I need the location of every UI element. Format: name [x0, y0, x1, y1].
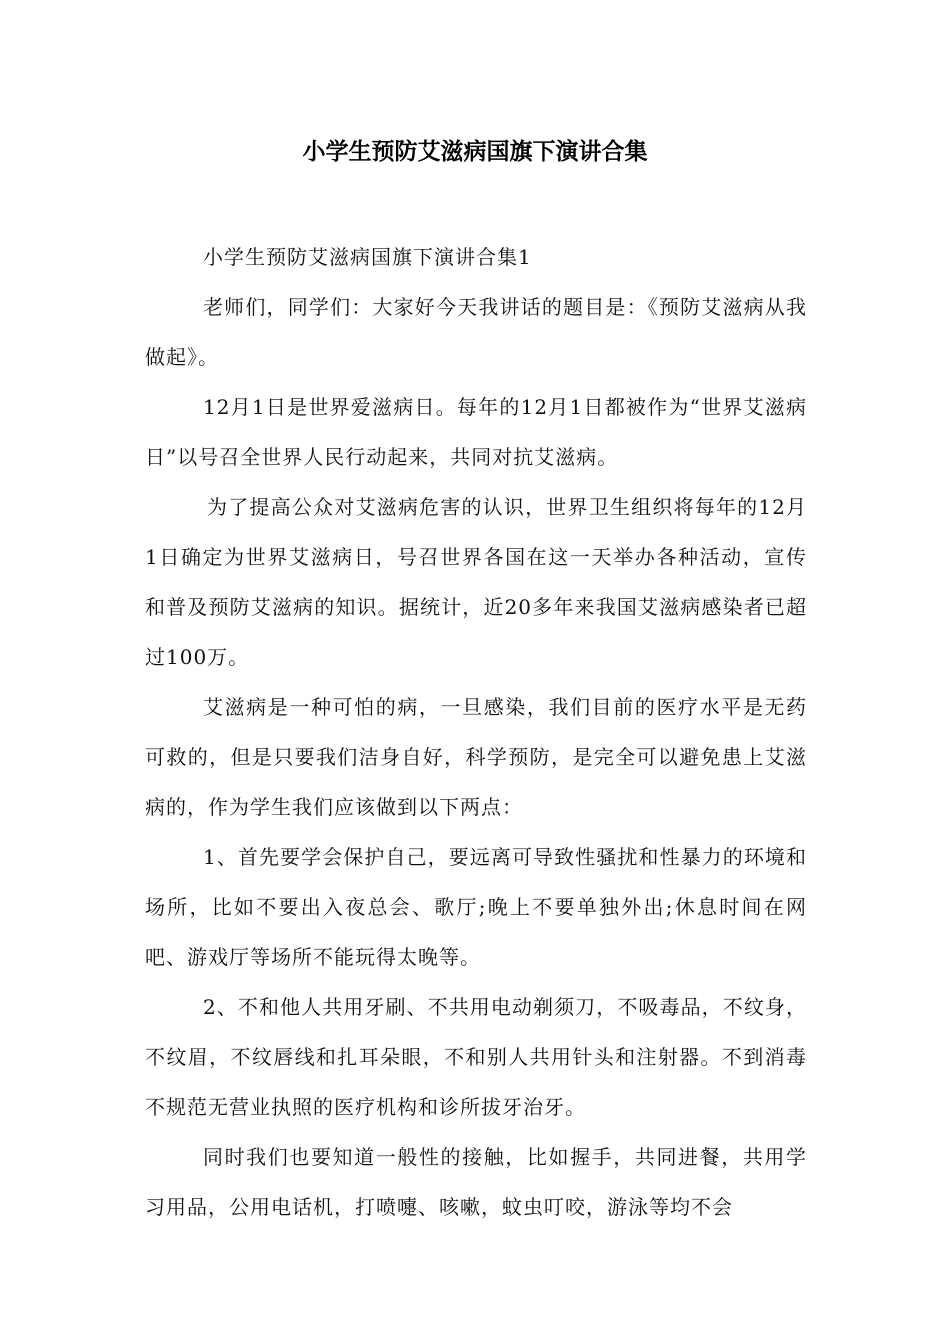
paragraph-contact: 同时我们也要知道一般性的接触，比如握手，共同进餐，共用学习用品，公用电话机，打喷嚏、咳嗽，蚊虫叮咬，游泳等均不会 — [145, 1145, 807, 1219]
paragraph-aids-day: 12月1日是世界爱滋病日。每年的12月1日都被作为“世界艾滋病日”以号召全世界人民行动起来，共同对抗艾滋病。 — [145, 395, 807, 469]
document-title: 小学生预防艾滋病国旗下演讲合集 — [302, 139, 648, 165]
paragraph-point-2: 2、不和他人共用牙刷、不共用电动剃须刀，不吸毒品，不纹身，不纹眉，不纹唇线和扎耳朵眼，不和别人共用针头和注射器。不到消毒不规范无营业执照的医疗机构和诊所拔牙治牙。 — [145, 995, 807, 1119]
paragraph-point-1: 1、首先要学会保护自己，要远离可导致性骚扰和性暴力的环境和场所，比如不要出入夜总会、歌厅;晚上不要单独外出;休息时间在网吧、游戏厅等场所不能玩得太晚等。 — [145, 845, 807, 969]
paragraph-heading: 小学生预防艾滋病国旗下演讲合集1 — [203, 245, 532, 269]
paragraph-who: 为了提高公众对艾滋病危害的认识，世界卫生组织将每年的12月1日确定为世界艾滋病日，号召世界各国在这一天举办各种活动，宣传和普及预防艾滋病的知识。据统计，近20多年来我国艾滋病感染者已超过100万。 — [145, 495, 807, 669]
paragraph-greeting: 老师们，同学们：大家好今天我讲话的题目是：《预防艾滋病从我做起》。 — [145, 295, 807, 369]
paragraph-prevention: 艾滋病是一种可怕的病，一旦感染，我们目前的医疗水平是无药可救的，但是只要我们洁身自好，科学预防，是完全可以避免患上艾滋病的，作为学生我们应该做到以下两点： — [145, 695, 807, 819]
document-body — [145, 232, 807, 1232]
